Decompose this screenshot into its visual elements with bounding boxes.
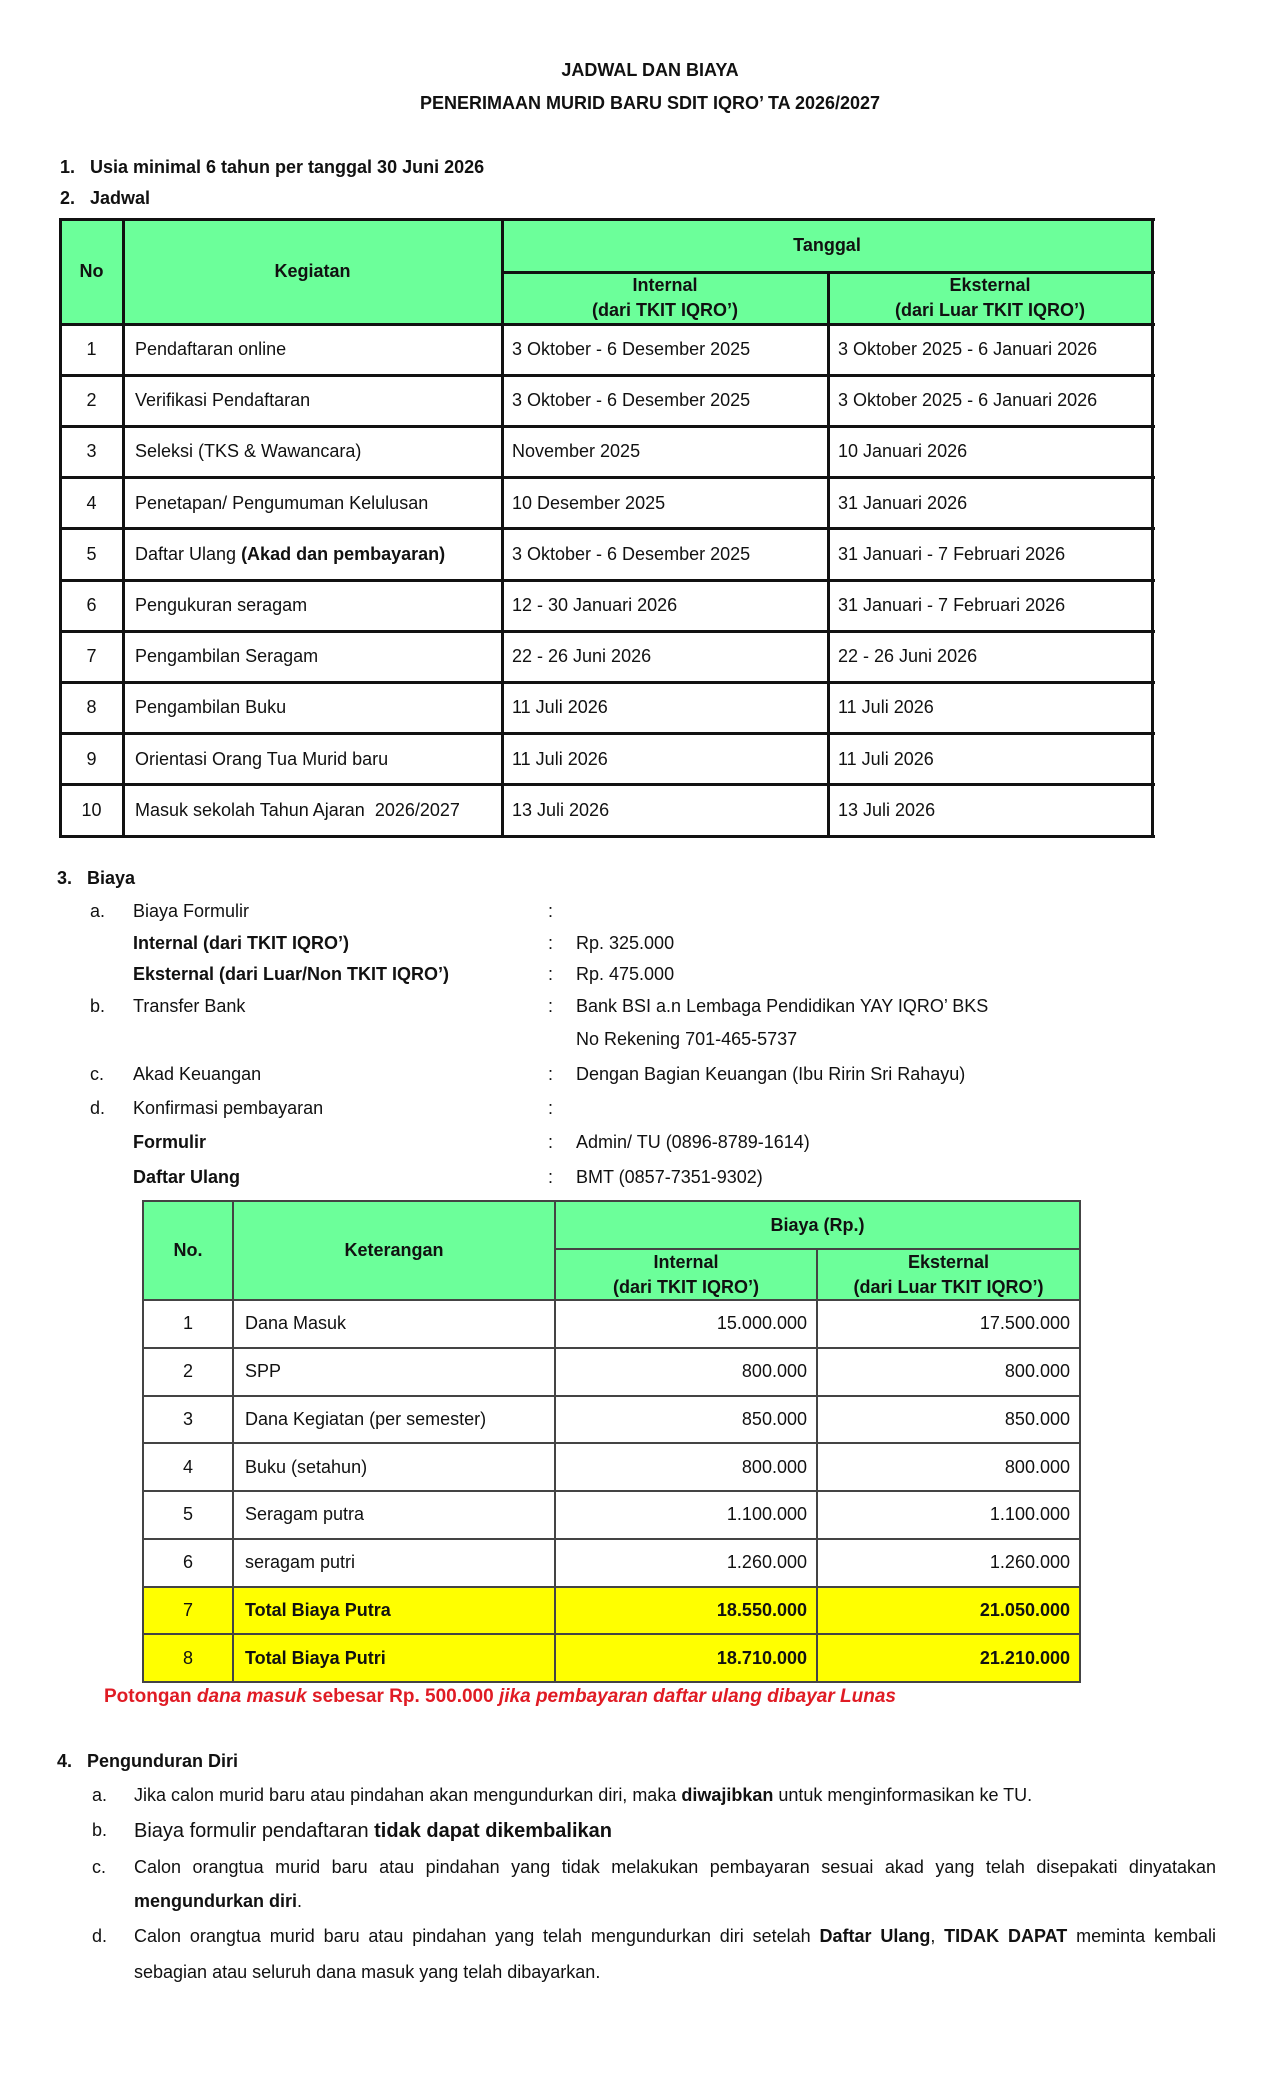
cell-internal-amount: 800.000 [741,1456,807,1477]
cell-internal-amount: 800.000 [741,1361,807,1382]
cell-no: 6 [86,595,97,616]
cell-eksternal-date: 11 Juli 2026 [838,697,934,718]
rule-text [134,1926,1216,1947]
table-border-h [60,835,1155,838]
item-label: Transfer Bank [133,996,246,1016]
rule-text [134,1857,1216,1878]
kegiatan-text: Pengukuran seragam [135,595,308,616]
cell-keterangan: Buku (setahun) [245,1456,368,1477]
cell-kegiatan [123,529,502,580]
cell-internal-date: 3 Oktober - 6 Desember 2025 [512,339,751,360]
cell-keterangan: Seragam putra [245,1504,365,1525]
cell-eksternal-amount: 21.210.000 [817,1634,1080,1682]
section-text: Usia minimal 6 tahun per tanggal 30 Juni 2026 [90,157,485,177]
table-border-h [60,218,1155,221]
item-colon: : [548,1167,554,1187]
rule-text-segment: meminta kembali [1067,1926,1217,1946]
header-eksternal-label: Eksternal [907,1251,990,1272]
item-label: Biaya Formulir [133,901,250,921]
item-letter: d. [90,1098,106,1118]
kegiatan-text: Masuk sekolah Tahun Ajaran 2026/2027 [135,799,460,820]
cell-internal-date: 11 Juli 2026 [512,748,608,769]
cell-eksternal-date: 13 Juli 2026 [838,799,936,820]
table-border-h [143,1442,1081,1444]
cell-eksternal-amount: 800.000 [1004,1361,1070,1382]
section-number: 1. [60,157,76,177]
rule-text [134,1891,1216,1912]
rule-text-bold: diwajibkan [681,1785,774,1805]
table-border-h [143,1586,1081,1588]
table-border-h [60,732,1155,735]
fee-detail-row [0,1132,1275,1158]
cell-internal-date: 12 - 30 Januari 2026 [512,595,678,616]
fee-detail-row [0,1064,1275,1090]
header-internal-sub: (dari TKIT IQRO’) [592,300,738,320]
table-border-v [816,1249,818,1683]
rule-text [134,1962,1216,1983]
cell-eksternal-amount: 850.000 [1004,1408,1070,1429]
kegiatan-text: Penetapan/ Pengumuman Kelulusan [135,492,429,513]
cell-internal-date: 10 Desember 2025 [512,492,666,513]
cell-no: 2 [182,1361,193,1382]
table-border-v [554,1200,556,1683]
cell-no: 8 [86,697,97,718]
cell-no: 1 [182,1313,193,1334]
cell-kegiatan [123,375,502,426]
rule-letter: d. [92,1926,108,1946]
kegiatan-text: Verifikasi Pendaftaran [135,390,311,411]
rule-text-segment: , [930,1926,945,1946]
cell-eksternal-date: 10 Januari 2026 [838,441,968,462]
cell-kegiatan [123,734,502,785]
kegiatan-text: Orientasi Orang Tua Murid baru [135,748,389,769]
item-colon: : [548,933,554,953]
cell-internal-date: 3 Oktober - 6 Desember 2025 [512,543,751,564]
rule-text-bold: tidak dapat dikembalikan [374,1820,612,1842]
cell-internal-date: 13 Juli 2026 [512,799,610,820]
table-border-v [1079,1200,1081,1683]
kegiatan-text: Pengambilan Seragam [135,646,319,667]
cell-no: 9 [86,748,97,769]
section-text: Pengunduran Diri [87,1751,239,1771]
document-title: JADWAL DAN BIAYA [561,60,739,80]
cell-eksternal-amount: 1.100.000 [989,1504,1070,1525]
fee-detail-row [0,964,1275,990]
fee-detail-row [0,901,1275,927]
cell-no: 8 [143,1634,233,1682]
cell-eksternal-date: 22 - 26 Juni 2026 [838,646,978,667]
cell-no: 3 [86,441,97,462]
cell-internal-amount: 1.100.000 [726,1504,807,1525]
rule-text-bold: Daftar Ulang [819,1926,931,1946]
document-subtitle: PENERIMAAN MURID BARU SDIT IQRO’ TA 2026/2027 [419,93,881,113]
item-value: Rp. 475.000 [576,964,675,984]
cell-no: 5 [182,1504,193,1525]
cell-eksternal-date: 31 Januari - 7 Februari 2026 [838,595,1066,616]
table-border-h [60,783,1155,786]
cell-no: 10 [81,799,102,820]
cell-keterangan: Dana Masuk [245,1313,347,1334]
kegiatan-text: Daftar Ulang [135,543,242,564]
header-biaya: Biaya (Rp.) [555,1201,1080,1249]
rule-text-segment: Calon orangtua murid baru atau pindahan yang telah mengundurkan diri setelah [134,1926,820,1946]
kegiatan-text: Pendaftaran online [135,339,287,360]
cell-eksternal-date: 31 Januari 2026 [838,492,968,513]
rule-text-segment: sebagian atau seluruh dana masuk yang telah dibayarkan. [134,1962,601,1982]
cell-kegiatan [123,631,502,682]
header-internal [555,1249,817,1300]
table-border-h [60,630,1155,633]
note-part-4: jika pembayaran daftar ulang dibayar Lunas [498,1686,896,1707]
header-eksternal [817,1249,1080,1300]
cell-internal-date: 22 - 26 Juni 2026 [512,646,652,667]
header-internal-label: Internal [653,1251,719,1272]
cell-eksternal-date: 3 Oktober 2025 - 6 Januari 2026 [838,339,1098,360]
item-label: Eksternal (dari Luar/Non TKIT IQRO’) [133,964,450,984]
cell-no: 6 [182,1552,193,1573]
table-border-v [1151,218,1154,838]
cell-no: 4 [86,492,97,513]
item-value: Dengan Bagian Keuangan (Ibu Ririn Sri Rahayu) [576,1064,966,1084]
cell-no: 3 [182,1408,193,1429]
cell-kegiatan [123,324,502,375]
table-border-v [59,218,62,838]
cell-eksternal-amount: 800.000 [1004,1456,1070,1477]
rule-letter: b. [92,1820,108,1840]
table-border-h [143,1633,1081,1635]
table-border-h [555,1248,1081,1250]
cell-internal-amount: 1.260.000 [726,1552,807,1573]
discount-note [104,1686,896,1708]
cell-eksternal-amount: 17.500.000 [979,1313,1070,1334]
cell-internal-amount: 850.000 [741,1408,807,1429]
cell-no: 2 [86,390,97,411]
cell-kegiatan [123,478,502,529]
section-number: 3. [57,868,73,888]
header-tanggal: Tanggal [502,219,1152,272]
cell-internal-amount: 18.710.000 [555,1634,817,1682]
cell-eksternal-date: 3 Oktober 2025 - 6 Januari 2026 [838,390,1098,411]
cell-keterangan: Total Biaya Putra [233,1587,555,1635]
section-number: 2. [60,188,76,208]
header-no: No [60,219,123,324]
table-border-h [143,1347,1081,1349]
table-border-v [142,1200,144,1683]
rule-text-segment: . [297,1891,303,1911]
cell-internal-date: 3 Oktober - 6 Desember 2025 [512,390,751,411]
kegiatan-bold-text: (Akad dan pembayaran) [241,543,446,564]
item-label: Internal (dari TKIT IQRO’) [133,933,350,953]
table-border-h [143,1299,1081,1301]
item-label: Daftar Ulang [133,1167,241,1187]
cell-no: 5 [86,543,97,564]
kegiatan-text: Seleksi (TKS & Wawancara) [135,441,362,462]
table-border-h [60,374,1155,377]
rule-text-bold: mengundurkan diri [134,1891,298,1911]
table-border-h [143,1490,1081,1492]
fee-detail-row [0,1167,1275,1193]
table-border-h [60,527,1155,530]
table-border-h [60,579,1155,582]
item-letter: b. [90,996,106,1016]
cell-keterangan: Dana Kegiatan (per semester) [245,1408,487,1429]
table-border-v [232,1200,234,1683]
note-part-1: Potongan [104,1686,197,1707]
header-eksternal [828,272,1152,324]
section-number: 4. [57,1751,73,1771]
header-eksternal-sub: (dari Luar TKIT IQRO’) [853,1276,1044,1297]
cell-keterangan: SPP [245,1361,282,1382]
cell-keterangan: seragam putri [245,1552,356,1573]
rule-text-segment: Biaya formulir pendaftaran [134,1820,375,1842]
header-keterangan: Keterangan [233,1201,555,1300]
item-letter: a. [90,901,106,921]
item-label: Akad Keuangan [133,1064,262,1084]
schedule-table [60,219,1152,836]
fee-detail-row [0,996,1275,1022]
cell-no: 7 [86,646,97,667]
table-border-h [60,681,1155,684]
item-colon: : [548,996,554,1016]
fees-table [143,1201,1080,1682]
cell-internal-date: 11 Juli 2026 [512,697,608,718]
cell-kegiatan [123,426,502,477]
cell-kegiatan [123,682,502,733]
note-part-2: dana masuk [196,1686,307,1707]
cell-internal-amount: 15.000.000 [716,1313,807,1334]
cell-no: 4 [182,1456,193,1477]
cell-eksternal-date: 31 Januari - 7 Februari 2026 [838,543,1066,564]
cell-no: 7 [143,1587,233,1635]
header-eksternal-label: Eksternal [949,275,1031,295]
cell-kegiatan [123,580,502,631]
cell-eksternal-date: 11 Juli 2026 [838,748,934,769]
item-value: Admin/ TU (0896-8789-1614) [576,1132,810,1152]
rule-letter: c. [92,1857,107,1877]
item-colon: : [548,1132,554,1152]
table-border-h [143,1538,1081,1540]
fee-detail-row [0,933,1275,959]
item-value: No Rekening 701-465-5737 [576,1029,798,1049]
rule-letter: a. [92,1785,108,1805]
header-internal-label: Internal [632,275,698,295]
table-border-v [122,218,125,838]
fee-detail-row [0,1098,1275,1124]
item-letter: c. [90,1064,105,1084]
rule-text-segment: untuk menginformasikan ke TU. [773,1785,1033,1805]
item-value: Rp. 325.000 [576,933,675,953]
cell-eksternal-amount: 1.260.000 [989,1552,1070,1573]
cell-keterangan: Total Biaya Putri [233,1634,555,1682]
rule-text [134,1820,1216,1843]
header-internal-sub: (dari TKIT IQRO’) [613,1276,759,1297]
section-text: Jadwal [90,188,151,208]
cell-eksternal-amount: 21.050.000 [817,1587,1080,1635]
table-border-v [501,218,504,838]
item-label: Konfirmasi pembayaran [133,1098,324,1118]
table-border-h [60,476,1155,479]
item-colon: : [548,1064,554,1084]
item-colon: : [548,901,554,921]
rule-text [134,1785,1216,1806]
header-kegiatan: Kegiatan [123,219,502,324]
rule-text-segment: Jika calon murid baru atau pindahan akan mengundurkan diri, maka [134,1785,682,1805]
header-eksternal-sub: (dari Luar TKIT IQRO’) [894,300,1085,320]
header-no: No. [143,1201,233,1300]
item-label: Formulir [133,1132,207,1152]
table-border-h [143,1681,1081,1683]
cell-internal-amount: 18.550.000 [555,1587,817,1635]
table-border-h [143,1200,1081,1202]
cell-no: 1 [86,339,97,360]
item-value: BMT (0857-7351-9302) [576,1167,763,1187]
kegiatan-text: Pengambilan Buku [135,697,287,718]
rule-text-segment: Calon orangtua murid baru atau pindahan yang tidak melakukan pembayaran sesuai akad yang telah disepakati dinyatakan [134,1857,1216,1877]
item-value: Bank BSI a.n Lembaga Pendidikan YAY IQRO’ BKS [576,996,989,1016]
rule-text-bold: TIDAK DAPAT [944,1926,1068,1946]
note-part-3: sebesar Rp. 500.000 [306,1686,499,1707]
header-internal [502,272,828,324]
table-border-h [60,323,1155,326]
cell-kegiatan [123,785,502,836]
cell-internal-date: November 2025 [512,441,641,462]
table-border-h [60,425,1155,428]
item-colon: : [548,1098,554,1118]
fee-detail-row [0,1029,1275,1055]
section-text: Biaya [87,868,136,888]
item-colon: : [548,964,554,984]
table-border-h [143,1395,1081,1397]
table-border-v [827,272,830,838]
